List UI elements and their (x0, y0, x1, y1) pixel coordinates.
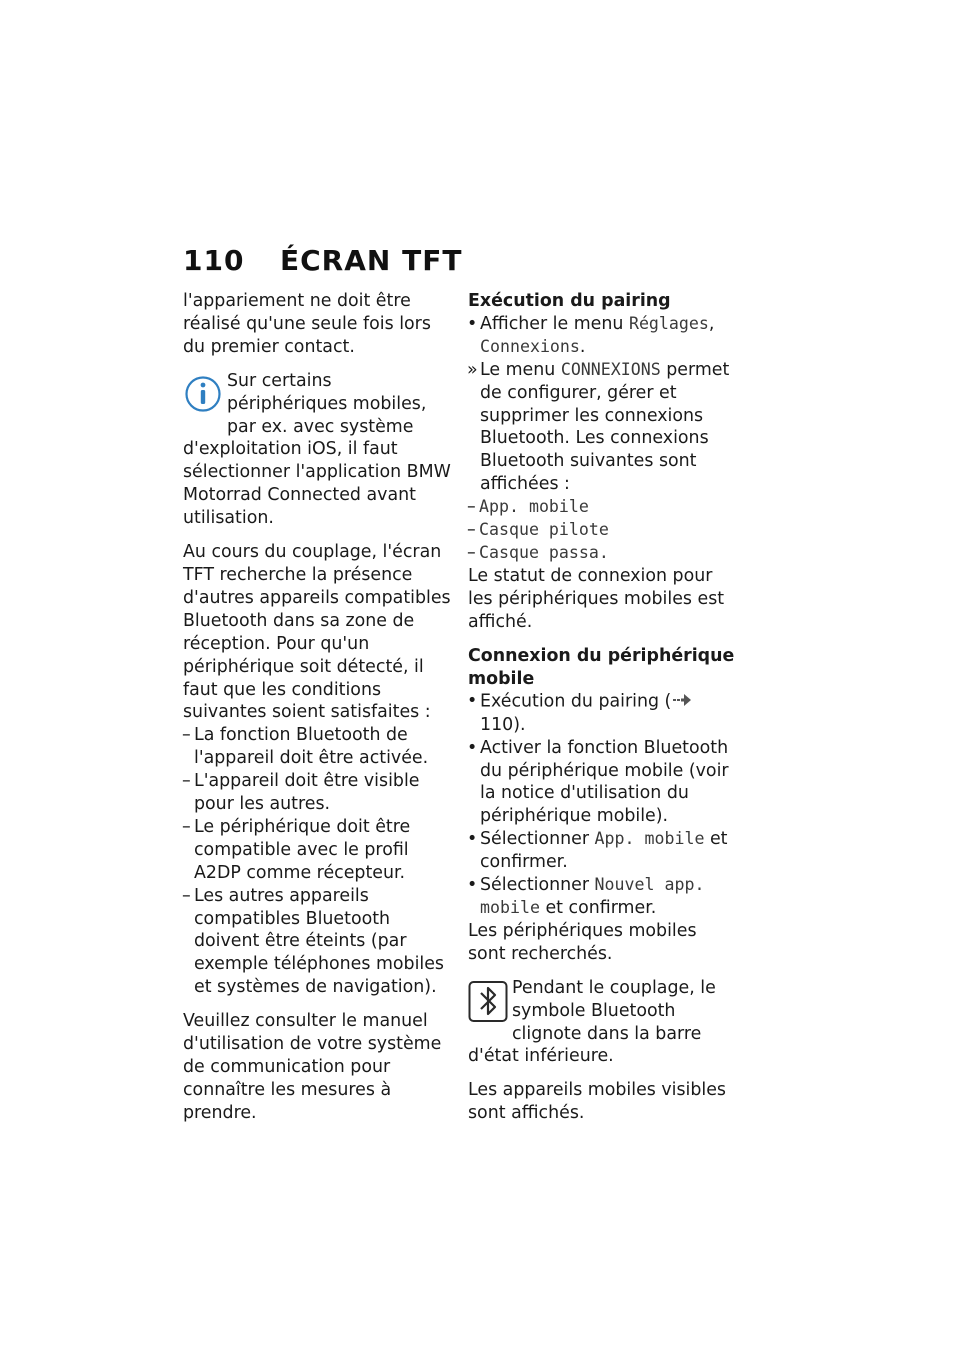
intro-paragraph: l'appariement ne doit être réalisé qu'une seule fois lors du premier contact. (183, 291, 431, 357)
searching-paragraph: Les périphériques mobiles sont recherchés. (468, 920, 697, 964)
info-note (183, 370, 453, 530)
coupling-paragraph: Au cours du couplage, l'écran TFT recherche la présence d'autres appareils compatibles Bluetooth dans sa zone de réception. Pour qu'un périphérique soit détecté, il faut que les conditions suivantes soient satisfaites : (183, 542, 451, 723)
list-item: – La fonction Bluetooth de l'appareil doit être activée. (182, 725, 429, 769)
pairing-steps (468, 313, 738, 496)
connect-steps (468, 690, 738, 920)
list-item: » Le menu CONNEXIONS permet de configurer, gérer et supprimer les connexions Bluetooth. Les connexions Bluetooth suivantes sont affichées : (467, 359, 730, 495)
menu-reglages: Réglages (628, 313, 709, 333)
list-item: • Sélectionner Nouvel app. mobile et confirmer. (467, 875, 705, 919)
left-column (183, 290, 453, 1125)
menu-connexions: Connexions (480, 336, 580, 356)
list-item: – L'appareil doit être visible pour les autres. (182, 771, 420, 815)
bluetooth-note-text: Pendant le couplage, le symbole Bluetooth clignote dans la barre d'état inférieure. (468, 977, 716, 1067)
list-item: • Activer la fonction Bluetooth du périphérique mobile (voir la notice d'utilisation du périphérique mobile). (467, 737, 729, 827)
visible-paragraph: Les appareils mobiles visibles sont affichés. (468, 1080, 726, 1124)
page-number: 110 (183, 244, 245, 277)
status-paragraph: Le statut de connexion pour les périphériques mobiles est affiché. (468, 565, 725, 632)
right-column (468, 290, 738, 1125)
bluetooth-note (468, 977, 738, 1069)
list-item: – Casque passa. (467, 542, 609, 563)
bluetooth-icon (468, 979, 508, 1023)
info-icon (183, 372, 223, 416)
list-item: – Casque pilote (467, 520, 609, 541)
page-ref: 110 (480, 714, 514, 735)
list-item: – Le périphérique doit être compatible avec le profil A2DP comme récepteur. (182, 816, 411, 883)
info-note-text: Sur certains périphériques mobiles, par ex. avec système d'exploitation iOS, il faut sélectionner l'application BMW Motorrad Connected avant utilisation. (183, 370, 451, 529)
arrow-right-icon (673, 690, 691, 713)
heading-pairing: Exécution du pairing (468, 291, 671, 311)
manual-paragraph: Veuillez consulter le manuel d'utilisation de votre système de communication pour connaître les mesures à prendre. (183, 1011, 442, 1123)
chapter-title: ÉCRAN TFT (280, 244, 463, 277)
list-item: • Exécution du pairing (110). (468, 690, 738, 736)
list-item: – Les autres appareils compatibles Bluetooth doivent être éteints (par exemple téléphones mobiles et systèmes de navigation). (182, 885, 444, 998)
heading-connect: Connexion du périphérique mobile (468, 645, 735, 689)
connections-list (468, 496, 738, 565)
menu-connexions-upper: CONNEXIONS (560, 359, 661, 379)
list-item: • Sélectionner App. mobile et confirmer. (467, 829, 728, 873)
list-item: – App. mobile (467, 497, 589, 518)
list-item: • Afficher le menu Réglages, Connexions. (467, 313, 715, 357)
conditions-list (183, 724, 453, 999)
